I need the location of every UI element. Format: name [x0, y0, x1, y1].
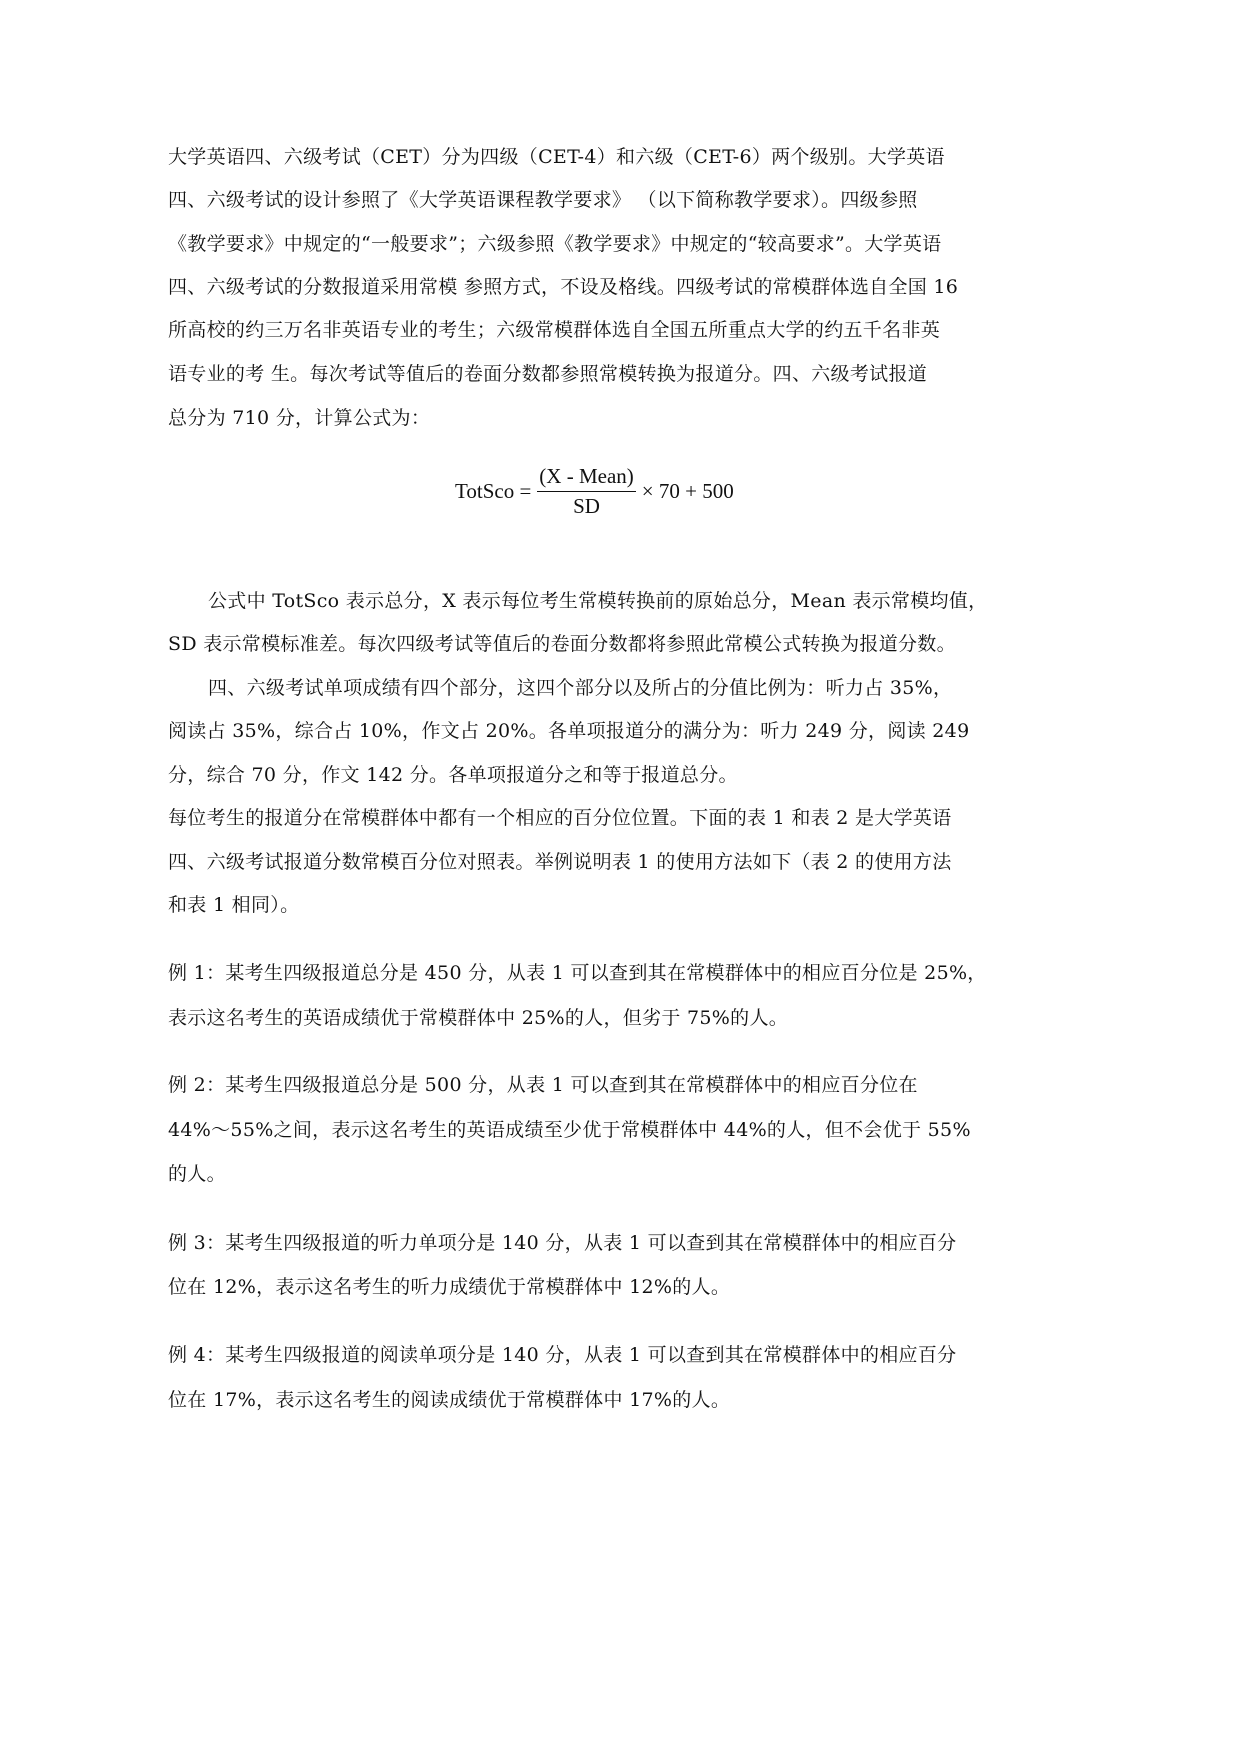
- text-line: 阅读占 35%，综合占 10%，作文占 20%。各单项报道分的满分为：听力 249 分，阅读 249: [168, 720, 970, 742]
- text-line: 和表 1 相同）。: [168, 894, 300, 916]
- text-line: SD 表示常模标准差。每次四级考试等值后的卷面分数都将参照此常模公式转换为报道分数。: [168, 633, 956, 655]
- score-formula: [455, 464, 734, 519]
- text-line: 四、六级考试的设计参照了《大学英语课程教学要求》 （以下简称教学要求）。四级参照: [168, 189, 918, 211]
- formula-rhs: × 70 + 500: [641, 479, 734, 503]
- text-line: 分，综合 70 分，作文 142 分。各单项报道分之和等于报道总分。: [168, 764, 738, 786]
- text-line: 四、六级考试报道分数常模百分位对照表。举例说明表 1 的使用方法如下（表 2 的使用方法: [168, 851, 952, 873]
- text-line: 的人。: [168, 1163, 226, 1185]
- formula-denominator: SD: [573, 494, 600, 518]
- text-line: 例 4：某考生四级报道的阅读单项分是 140 分，从表 1 可以查到其在常模群体中的相应百分: [168, 1344, 957, 1366]
- text-line: 《教学要求》中规定的“一般要求”；六级参照《教学要求》中规定的“较高要求”。大学英语: [168, 233, 942, 255]
- text-line: 位在 12%，表示这名考生的听力成绩优于常模群体中 12%的人。: [168, 1276, 731, 1298]
- text-line: 总分为 710 分，计算公式为：: [168, 407, 431, 429]
- text-line: 每位考生的报道分在常模群体中都有一个相应的百分位位置。下面的表 1 和表 2 是大学英语: [168, 807, 952, 829]
- formula-fraction: [537, 464, 635, 519]
- text-line: 语专业的考 生。每次考试等值后的卷面分数都参照常模转换为报道分。四、六级考试报道: [168, 363, 928, 385]
- text-line: 公式中 TotSco 表示总分，X 表示每位考生常模转换前的原始总分，Mean 表示常模均值，: [208, 590, 988, 612]
- text-line: 大学英语四、六级考试（CET）分为四级（CET-4）和六级（CET-6）两个级别。大学英语: [168, 146, 945, 168]
- text-line: 位在 17%，表示这名考生的阅读成绩优于常模群体中 17%的人。: [168, 1389, 731, 1411]
- text-line: 四、六级考试单项成绩有四个部分，这四个部分以及所占的分值比例为：听力占 35%，: [208, 677, 953, 699]
- text-line: 例 3：某考生四级报道的听力单项分是 140 分，从表 1 可以查到其在常模群体中的相应百分: [168, 1232, 957, 1254]
- text-line: 四、六级考试的分数报道采用常模 参照方式，不设及格线。四级考试的常模群体选自全国 16: [168, 276, 959, 298]
- text-line: 44%～55%之间，表示这名考生的英语成绩至少优于常模群体中 44%的人，但不会优于 55%: [168, 1119, 971, 1141]
- text-line: 表示这名考生的英语成绩优于常模群体中 25%的人，但劣于 75%的人。: [168, 1007, 789, 1029]
- formula-lhs: TotSco =: [455, 479, 532, 503]
- text-line: 例 1：某考生四级报道总分是 450 分，从表 1 可以查到其在常模群体中的相应百分位是 25%，: [168, 962, 987, 984]
- formula-numerator: (X - Mean): [537, 464, 635, 492]
- text-line: 例 2：某考生四级报道总分是 500 分，从表 1 可以查到其在常模群体中的相应百分位在: [168, 1074, 918, 1096]
- text-line: 所高校的约三万名非英语专业的考生；六级常模群体选自全国五所重点大学的约五千名非英: [168, 319, 941, 341]
